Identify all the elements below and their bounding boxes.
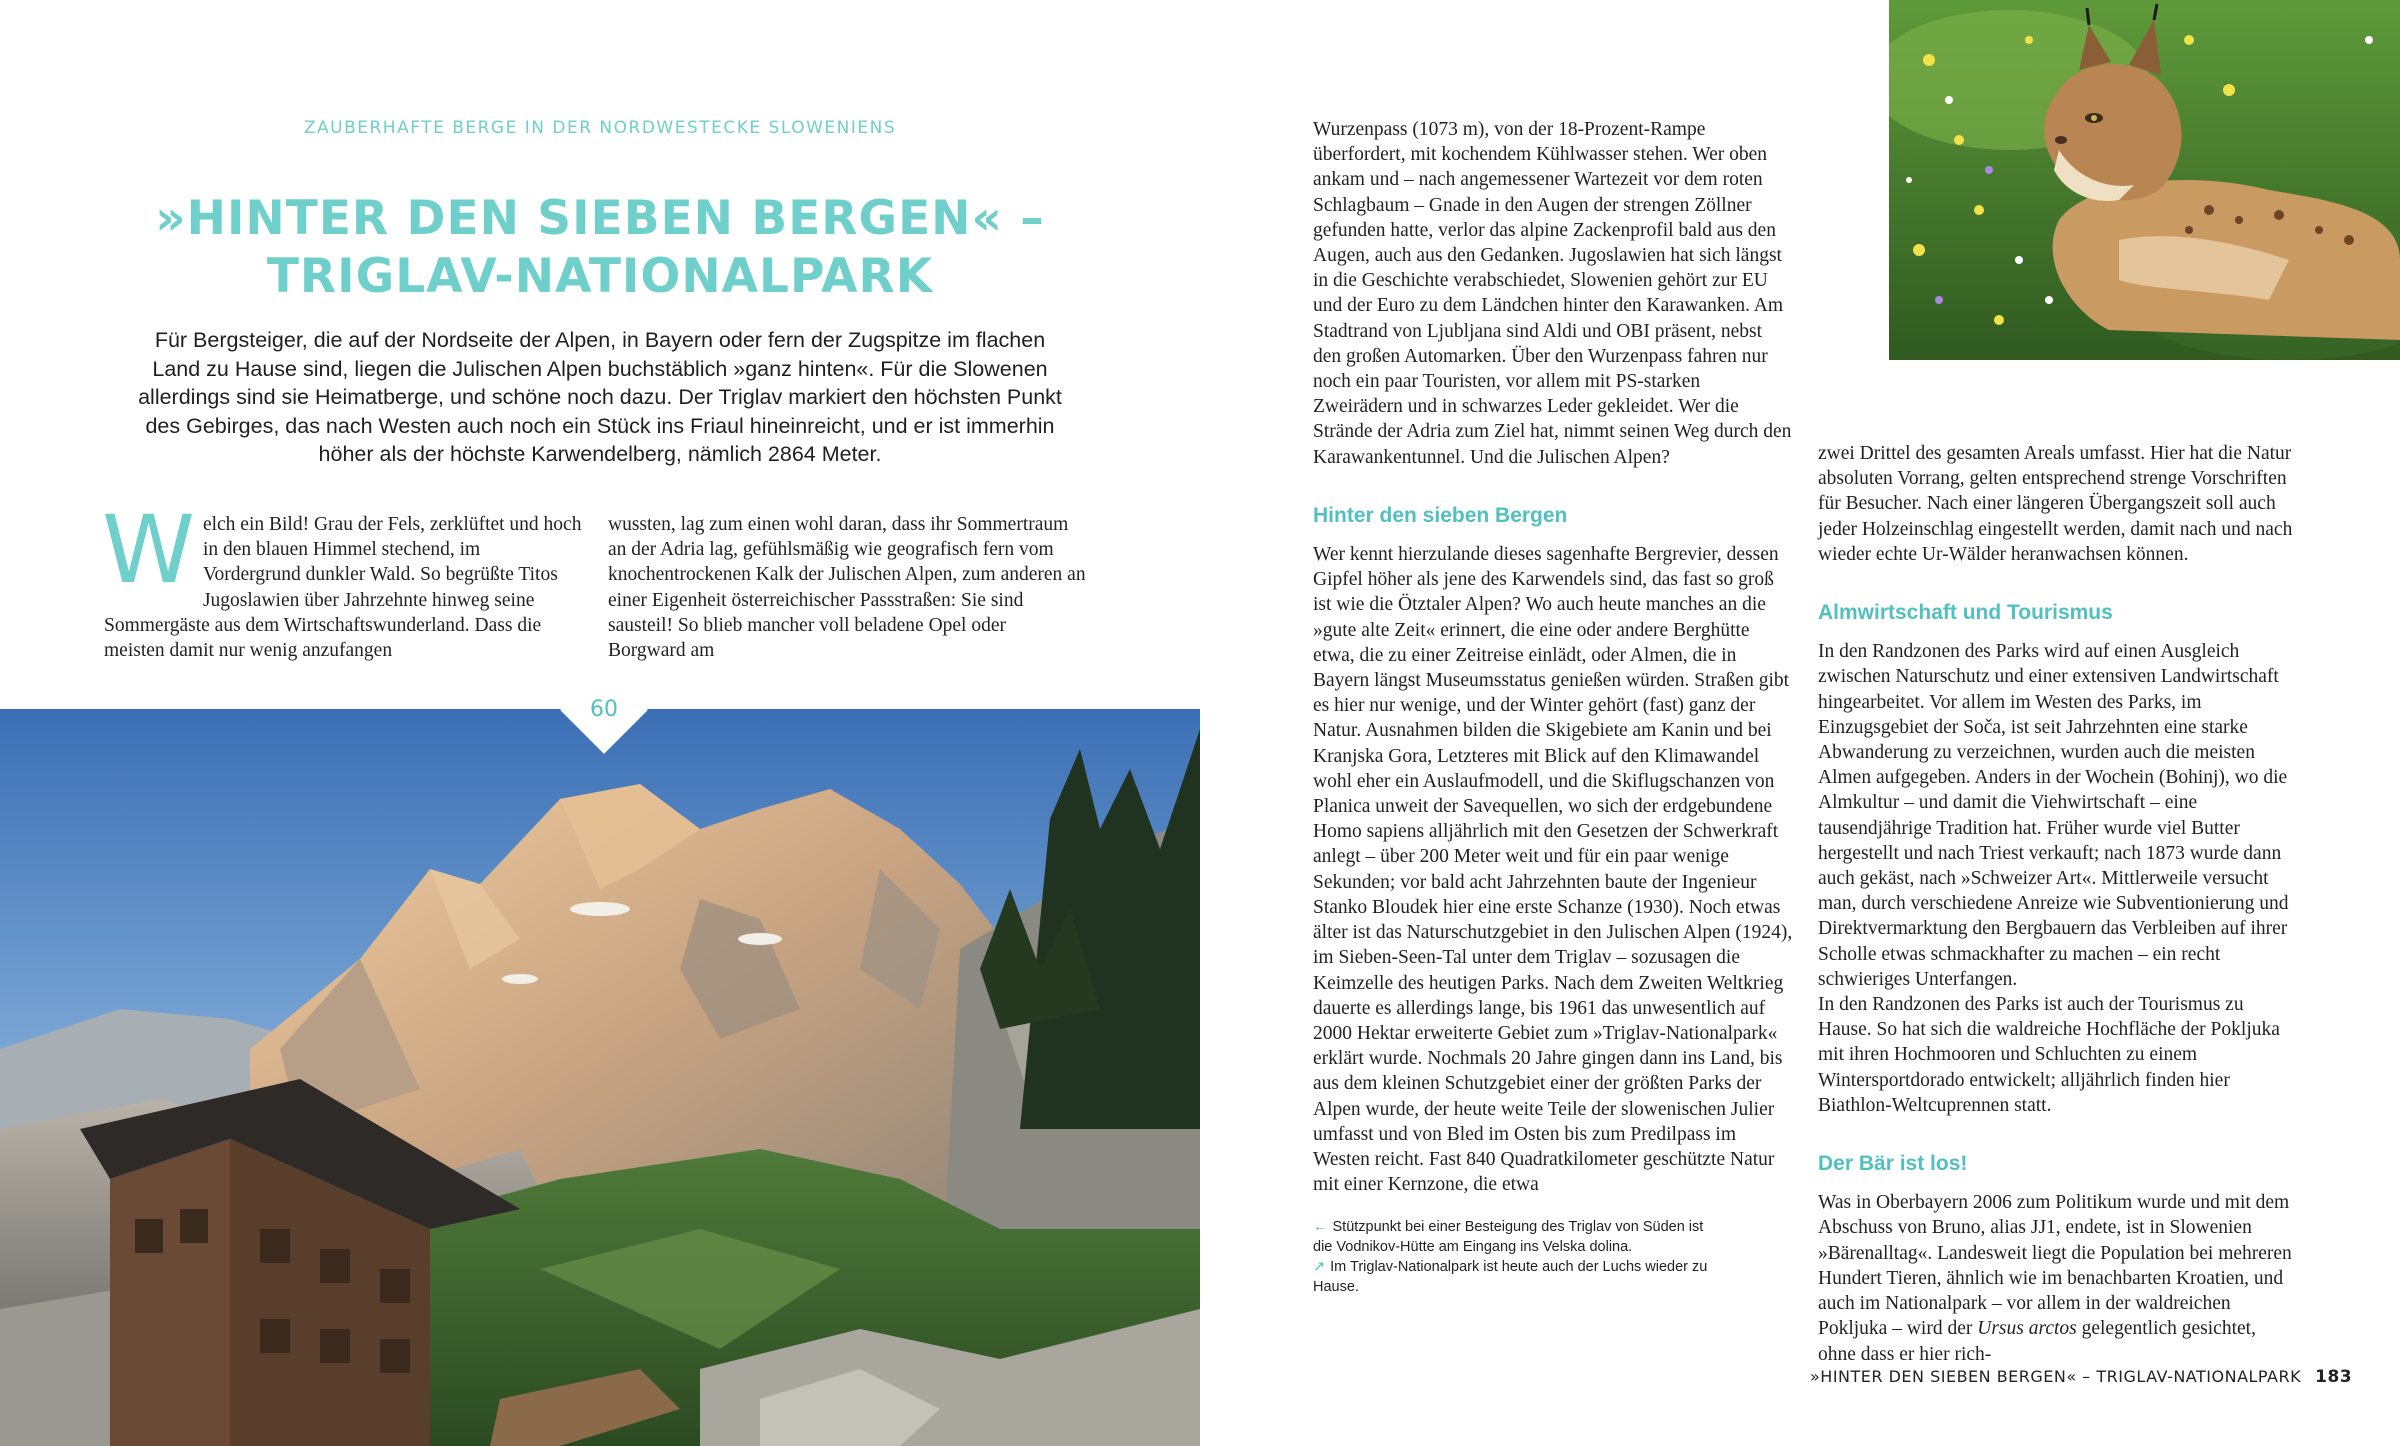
title-line-1: »HINTER DEN SIEBEN BERGEN« – [155,191,1045,246]
column-3-paragraph-1: Wurzenpass (1073 m), von der 18-Prozent-Rampe überfordert, mit kochendem Kühlwasser stehen. Wer oben ankam und – nach angemessener Wartezeit vor dem roten Schlagbaum – Gnade in den Augen der strengen Zöllner gefunden hatte, verlor das alpine Zackenprofil bald aus den Augen, auch aus den Gedanken. Jugoslawien hat sich längst in die Geschichte verabschiedet, Slowenien gehört zur EU und der Euro zu dem Ländchen hinter den Karawanken. Am Stadtrand von Ljubljana sind Aldi und OBI präsent, nebst den großen Automarken. Über den Wurzenpass fahren nur noch ein paar Touristen, vor allem mit PS-starken Zweirädern und in schwarzes Leder gekleidet. Wer die Strände der Adria zum Ziel hat, nimmt seinen Weg durch den Karawankentunnel. Und die Julischen Alpen? [1313,119,1792,468]
running-footer [1810,1367,2353,1387]
caption-lynx-text: Im Triglav-Nationalpark ist heute auch der Luchs wieder zu Hause. [1313,1259,1708,1295]
caption-lynx [1313,1257,1713,1297]
section-heading-der-baer-ist-los: Der Bär ist los! [1818,1152,1968,1176]
column-4-paragraph-3: In den Randzonen des Parks ist auch der Tourismus zu Hause. So hat sich die waldreiche Hochfläche der Pokljuka mit ihren Hochmooren und Schluchten zu einem Wintersportdorado entwickelt; alljährlich finden hier Biathlon-Weltcuprennen statt. [1818,994,2280,1116]
column-4-paragraph-2: In den Randzonen des Parks wird auf einen Ausgleich zwischen Naturschutz und einer extensiven Landwirtschaft hingearbeitet. Vor allem im Westen des Parks, im Einzugsgebiet der Soča, ist seit Jahrzehnten eine starke Abwanderung zu verzeichnen, wurden auch die meisten Almen aufgegeben. Anders in der Wochein (Bohinj), wo die Almkultur – und damit die Viehwirtschaft – eine tausendjährige Tradition hat. Früher wurde viel Butter hergestellt und nach Triest verkauft; nach 1873 wurde dann auch gekäst, nach »Schweizer Art«. Mittlerweile versucht man, durch verschiedene Anreize wie Subventionierung und Direktvermarktung den Bergbauern das Verbleiben auf ihrer Scholle etwas schmackhafter zu machen – ein recht schwieriges Unterfangen. [1818,641,2289,990]
paragraph-4-end: gelegentlich gesichtet, ohne dass er hier rich- [1818,1318,2256,1365]
section-heading-hinter-den-sieben-bergen: Hinter den sieben Bergen [1313,503,1568,527]
column-4-paragraph-1: zwei Drittel des gesamten Areals umfasst. Hier hat die Natur absoluten Vorrang, gelten entsprechend strenge Vorschriften für Besucher. Nach einer längeren Übergangszeit soll auch jeder Holzeinschlag eingestellt werden, damit nach und nach wieder echte Ur-Wälder heranwachsen können. [1818,443,2293,565]
column-3-paragraph-2: Wer kennt hierzulande dieses sagenhafte Bergrevier, dessen Gipfel höher als jene des Karwendels sind, das fast so groß ist wie die Ötztaler Alpen? Wo auch heute manches an die »gute alte Zeit« erinnert, die eine oder andere Berghütte etwa, die zu einer Zeitreise einlädt, oder Almen, die in Bayern längst Museumsstatus genießen würden. Straßen gibt es hier nur wenige, und der Winter gehört (fast) ganz der Natur. Ausnahmen bilden die Skigebiete am Kanin und bei Kranjska Gora, Letzteres mit Blick auf den Klimawandel wohl eher ein Auslaufmodell, und die Skiflugschanzen von Planica unweit der Savequellen, wo sich der erdgebundene Homo sapiens alljährlich mit den Gesetzen der Schwerkraft anlegt – über 200 Meter weit und für ein paar wenige Sekunden; vor bald acht Jahrzehnten baute der Ingenieur Stanko Bloudek hier eine erste Schanze (1930). Noch etwas älter ist das Naturschutzgebiet in den Julischen Alpen (1924), im Sieben-Seen-Tal unter dem Triglav – sozusagen die Keimzelle des heutigen Parks. Nach dem Zweiten Weltkrieg dauerte es allerdings lange, bis 1961 das unwesentlich auf 2000 Hektar erweiterte Gebiet zum »Triglav-Nationalpark« erklärt wurde. Nochmals 20 Jahre gingen dann ins Land, bis aus dem kleinen Schutzgebiet einer der größten Parks der Alpen wurde, der heute weite Teile der slowenischen Julier umfasst und von Bled im Osten bis zum Predilpass im Westen reicht. Fast 840 Quadratkilometer geschützte Natur mit einer Kernzone, die etwa [1313,544,1793,1196]
mountain-hut-photo [0,709,1200,1446]
body-column-2: wussten, lag zum einen wohl daran, dass ihr Sommertraum an der Adria lag, gefühlsmäßig wie geografisch fern vom knochentrockenen Kalk der Julischen Alpen, zum anderen an einer Eigenheit österreichischer Passstraßen: Sie sind sausteil! So blieb mancher voll beladene Opel oder Borgward am [608,514,1086,662]
paragraph-4-start: Was in Oberbayern 2006 zum Politikum wurde und mit dem Abschuss von Bruno, alias JJ1, endete, ist in Slowenien »Bärenalltag«. Landesweit liegt die Population bei mehreren Hundert Tieren, ähnlich wie im benachbarten Kroatien, und auch im Nationalpark – vor allem in der waldreichen Pokljuka – wird der [1818,1192,2292,1340]
arrow-left-icon: ← [1313,1219,1328,1235]
body-column-4 [1818,441,2298,1367]
running-title: »HINTER DEN SIEBEN BERGEN« – TRIGLAV-NATIONALPARK [1810,1367,2302,1386]
section-heading-almwirtschaft: Almwirtschaft und Tourismus [1818,601,2113,625]
page-badge-number: 60 [590,697,618,722]
title-line-2: TRIGLAV-NATIONALPARK [266,249,934,304]
lynx-photo [1889,0,2400,360]
page-title [120,190,1080,306]
caption-hut [1313,1217,1713,1257]
arrow-up-right-icon: ↗ [1313,1259,1326,1275]
body-column-3 [1313,117,1793,1197]
page-number: 183 [2315,1367,2353,1387]
column-1-text: elch ein Bild! Grau der Fels, zerklüftet und hoch in den blauen Himmel stechend, im Vordergrund dunkler Wald. So begrüßte Titos Jugoslawien über Jahrzehnte hinweg seine Sommergäste aus dem Wirtschaftswunderland. Dass die meisten damit nur wenig anzufangen [104,514,582,662]
column-4-paragraph-4 [1818,1190,2298,1366]
photo-captions [1313,1217,1713,1297]
body-column-1 [102,496,582,663]
intro-paragraph: Für Bergsteiger, die auf der Nordseite der Alpen, in Bayern oder fern der Zugspitze im flachen Land zu Hause sind, liegen die Julischen Alpen buchstäblich »ganz hinten«. Für die Slowenen allerdings sind sie Heimatberge, und schöne noch dazu. Der Triglav markiert den höchsten Punkt des Gebirges, das nach Westen auch noch ein Stück ins Friaul hineinreicht, und er ist immerhin höher als der höchste Karwendelberg, nämlich 2864 Meter. [138,328,1062,466]
drop-cap: W [102,496,195,605]
caption-hut-text: Stützpunkt bei einer Besteigung des Triglav von Süden ist die Vodnikov-Hütte am Eingang ins Velska dolina. [1313,1219,1704,1255]
species-name: Ursus arctos [1977,1318,2077,1340]
section-kicker: ZAUBERHAFTE BERGE IN DER NORDWESTECKE SLOWENIENS [303,118,897,138]
